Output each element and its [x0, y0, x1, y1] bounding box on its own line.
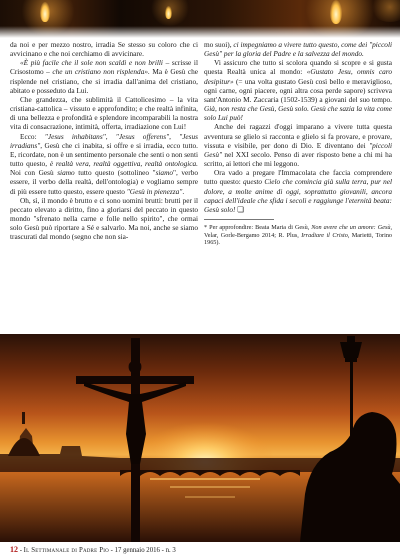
footer-separator: - [110, 547, 113, 554]
candles-photo [0, 0, 400, 38]
paragraph: Ora vado a pregare l'Immacolata che faccia comprendere tutto questo: questo Cielo che comincia già sulla terra, pur nel dolore, a molte anime di oggi, soprattutto giovanili, ancora capaci dell'ideale che sfida i secoli e raggiunge l'eternità beata: Gesù solo! ❏ [204, 168, 393, 214]
page-number: 12 [10, 545, 18, 554]
paragraph: «È più facile che il sole non scaldi e non brilli – scrisse il Crisostomo – che un cristiano non risplenda». Ma è Gesù che risplende nel cristiano, che si irradia dall'anima del cristiano, abitato e posseduto da Lui. [10, 58, 198, 95]
footnote-divider [204, 219, 274, 220]
paragraph: mo suoi), ci impegniamo a vivere tutto questo, come dei "piccoli Gesù" per la gloria del Padre e la salvezza del mondo. [204, 40, 393, 59]
right-column [204, 40, 392, 247]
footer-separator: - [19, 547, 22, 554]
paragraph: Anche dei ragazzi d'oggi imparano a vivere tutta questa avventura se glielo si racconta e glielo si fa provare, e provare, vissuta e visibile, per dono di Dio. E diventano dei "piccoli Gesù" nel XXI secolo. Penso di aver risposto bene a chi mi ha scritto, ai lettori che mi leggono. [204, 122, 392, 169]
issue-date: 17 gennaio 2016 [114, 547, 160, 554]
paragraph: da noi e per mezzo nostro, irradia Se stesso su coloro che ci avvicinano e che noi cerchiamo di avvicinare. [10, 40, 198, 59]
end-mark: ❏ [237, 204, 244, 214]
footnote: * Per approfondire: Beata Maria di Gesù, Non avere che un amore: Gesù, Velar, Gorle-Bergamo 2014; R. Plus, Irradiare il Cristo, Marietti, Torino 1965). [204, 223, 393, 247]
paragraph: Ecco: "Jesus inhabitans", "Jesus offerens", "Jesus irradians", Gesù che ci inabita, si offre e si irradia, ecco tutto. E, ricordate, non è un sentimento personale che senti o non senti tutto questo, è realtà vera, realtà oggettiva, realtà ontologica. Noi con Gesù siamo tutto questo (sottolineo "siamo", verbo essere, il verbo della realtà, dell'ontologia) e vogliamo sempre di più essere tutto questo, essere questo "Gesù in pienezza". [10, 131, 198, 196]
paragraph: Oh, sì, il mondo è brutto e ci sono uomini brutti: brutti per il peccato elevato a diritto, fino a gloriarsi del peccato in questo mondo "sfrenato nella carne e folle nello spirito", che ormai solo Gesù può riportare a Sé e salvarlo. Ma noi, anche se siamo trascurati dal mondo (segno che non sia- [10, 195, 198, 242]
page-footer [10, 544, 390, 556]
left-column [10, 40, 198, 241]
footer-separator: - [161, 547, 164, 554]
paragraph: Vi assicuro che tutto si scolora quando si scopre e si gusta questa Realtà unica al mondo: «Gustato Jesu, omnis caro desipitur» (= una volta gustato Gesù così bello e meraviglioso, ogni carne, ogni piacere, ogni altra cosa perde sapore) scriveva sant'Antonio M. Zaccaria (1502-1539) a giovani del suo tempo. Già, non resta che Gesù, Gesù solo. Gesù che sazia la vita come solo Lui può! [204, 58, 392, 123]
crucifix-sunset-photo [0, 334, 400, 542]
publication-name: Il Settimanale di Padre Pio [23, 547, 109, 554]
issue-number: n. 3 [165, 547, 176, 554]
paragraph: Che grandezza, che sublimità il Cattolicesimo – la vita cristiana-cattolica – vissuto e approfondito; e che realtà infinita, di una bellezza e profondità e splendore incomparabili la nostra vita di consacrazione, intimità, offerta, irradiazione con Lui! [10, 94, 198, 132]
